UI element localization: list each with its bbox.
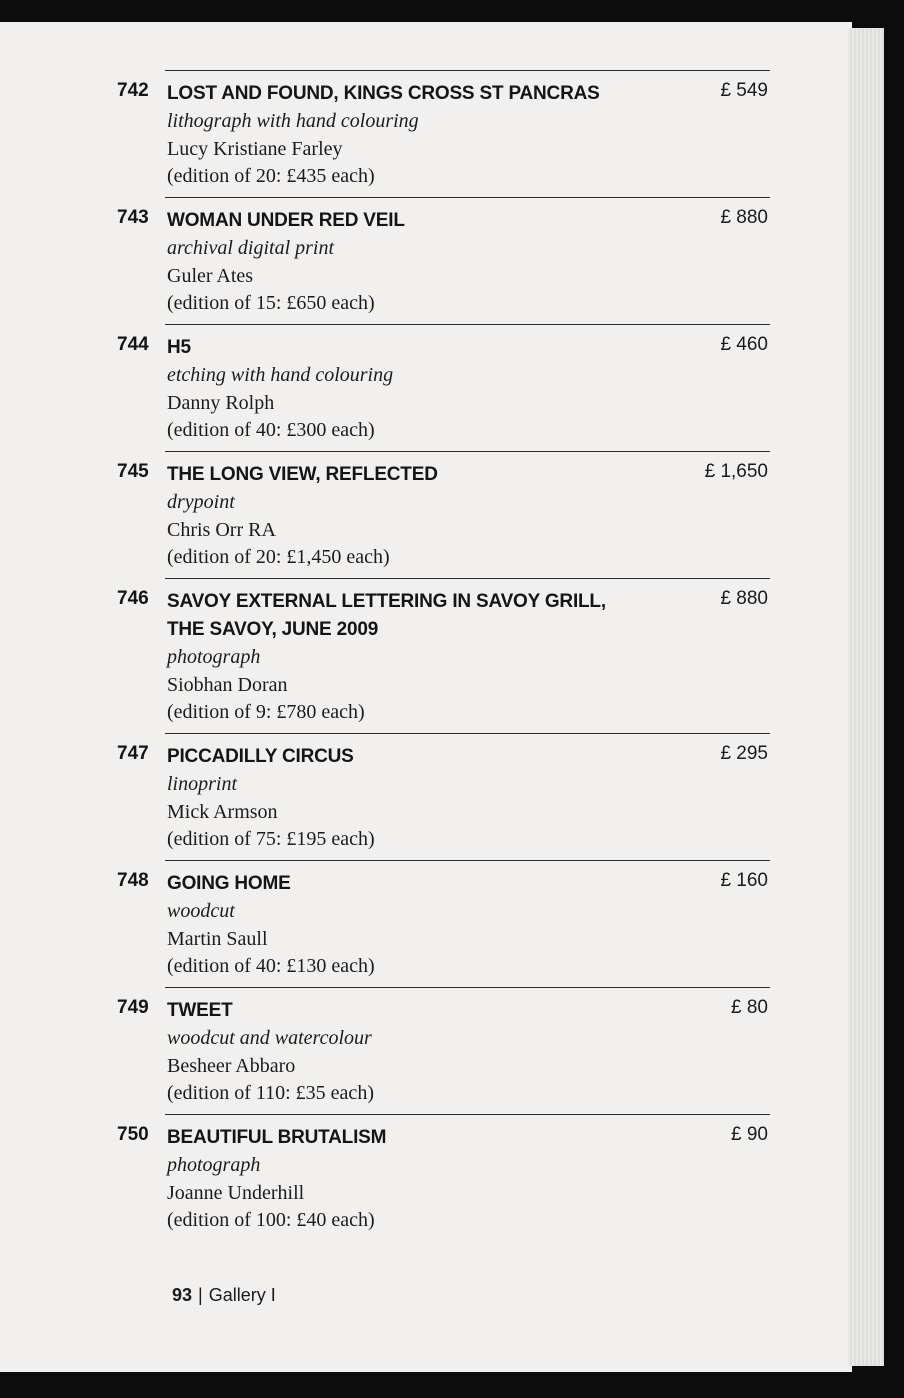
artwork-price: £ 1,650 — [704, 461, 768, 482]
catalogue-entry — [117, 197, 770, 324]
lot-number: 742 — [117, 80, 149, 101]
artwork-details — [167, 108, 687, 191]
artwork-title — [167, 588, 687, 644]
edition-info: (edition of 75: £195 each) — [167, 828, 375, 850]
artwork-title — [167, 80, 687, 108]
artwork-medium: drypoint — [167, 491, 235, 513]
artwork-medium: archival digital print — [167, 237, 335, 259]
catalogue-entry — [117, 733, 770, 860]
artwork-details — [167, 362, 687, 445]
artwork-title — [167, 1124, 687, 1152]
artwork-title-line: SAVOY EXTERNAL LETTERING IN SAVOY GRILL, — [167, 591, 606, 612]
artwork-medium: photograph — [167, 646, 261, 668]
edition-info: (edition of 15: £650 each) — [167, 292, 375, 314]
edition-info: (edition of 100: £40 each) — [167, 1209, 375, 1231]
artwork-price: £ 880 — [720, 588, 768, 609]
artwork-price: £ 880 — [720, 207, 768, 228]
artwork-details — [167, 489, 687, 572]
artwork-price: £ 295 — [720, 743, 768, 764]
catalogue-entry — [117, 324, 770, 451]
catalogue-entry — [117, 860, 770, 987]
catalogue-entry — [117, 987, 770, 1114]
artwork-details — [167, 771, 687, 854]
edition-info: (edition of 20: £1,450 each) — [167, 546, 390, 568]
artist-name: Lucy Kristiane Farley — [167, 137, 343, 160]
page-footer — [172, 1285, 276, 1306]
artwork-medium: photograph — [167, 1154, 261, 1176]
lot-number: 749 — [117, 997, 149, 1018]
artwork-title-line: H5 — [167, 337, 191, 358]
artwork-details — [167, 1152, 687, 1235]
artwork-title-line: BEAUTIFUL BRUTALISM — [167, 1127, 387, 1148]
artwork-details — [167, 1025, 687, 1108]
lot-number: 746 — [117, 588, 149, 609]
artwork-title-line: THE LONG VIEW, REFLECTED — [167, 464, 438, 485]
lot-number: 744 — [117, 334, 149, 355]
artwork-details — [167, 235, 687, 318]
catalogue-entry — [117, 451, 770, 578]
artwork-medium: woodcut — [167, 900, 235, 922]
lot-number: 745 — [117, 461, 149, 482]
artwork-title-line: WOMAN UNDER RED VEIL — [167, 210, 405, 231]
artwork-title — [167, 743, 687, 771]
artwork-title — [167, 334, 687, 362]
artist-name: Chris Orr RA — [167, 518, 276, 541]
lot-number: 743 — [117, 207, 149, 228]
artwork-title — [167, 870, 687, 898]
artwork-medium: lithograph with hand colouring — [167, 110, 419, 132]
edition-info: (edition of 40: £130 each) — [167, 955, 375, 977]
artist-name: Siobhan Doran — [167, 673, 288, 696]
artist-name: Mick Armson — [167, 800, 278, 823]
artwork-price: £ 460 — [720, 334, 768, 355]
artwork-title-line: PICCADILLY CIRCUS — [167, 746, 354, 767]
section-name: Gallery I — [208, 1285, 276, 1305]
artist-name: Guler Ates — [167, 264, 254, 287]
artist-name: Joanne Underhill — [167, 1181, 305, 1204]
artwork-title — [167, 997, 687, 1025]
page-edge — [848, 28, 884, 1366]
artist-name: Danny Rolph — [167, 391, 275, 414]
catalogue-entry — [117, 578, 770, 733]
artist-name: Besheer Abbaro — [167, 1054, 296, 1077]
edition-info: (edition of 110: £35 each) — [167, 1082, 374, 1104]
page-number: 93 — [172, 1285, 193, 1305]
artwork-medium: etching with hand colouring — [167, 364, 394, 386]
edition-info: (edition of 40: £300 each) — [167, 419, 375, 441]
catalogue-entry — [117, 70, 770, 197]
artwork-price: £ 160 — [720, 870, 768, 891]
artwork-title — [167, 461, 687, 489]
edition-info: (edition of 9: £780 each) — [167, 701, 365, 723]
artist-name: Martin Saull — [167, 927, 268, 950]
artwork-title-line: GOING HOME — [167, 873, 291, 894]
edition-info: (edition of 20: £435 each) — [167, 165, 375, 187]
artwork-price: £ 90 — [731, 1124, 768, 1145]
artwork-price: £ 549 — [720, 80, 768, 101]
artwork-title-line: LOST AND FOUND, KINGS CROSS ST PANCRAS — [167, 83, 600, 104]
artwork-title — [167, 207, 687, 235]
artwork-medium: linoprint — [167, 773, 238, 795]
lot-number: 750 — [117, 1124, 149, 1145]
artwork-title-line: THE SAVOY, JUNE 2009 — [167, 619, 379, 640]
artwork-details — [167, 644, 687, 727]
artwork-price: £ 80 — [731, 997, 768, 1018]
catalogue-entry — [117, 1114, 770, 1241]
artwork-title-line: TWEET — [167, 1000, 233, 1021]
catalogue-list — [110, 70, 770, 1241]
footer-separator: | — [198, 1285, 203, 1305]
artwork-details — [167, 898, 687, 981]
lot-number: 747 — [117, 743, 149, 764]
lot-number: 748 — [117, 870, 149, 891]
artwork-medium: woodcut and watercolour — [167, 1027, 372, 1049]
